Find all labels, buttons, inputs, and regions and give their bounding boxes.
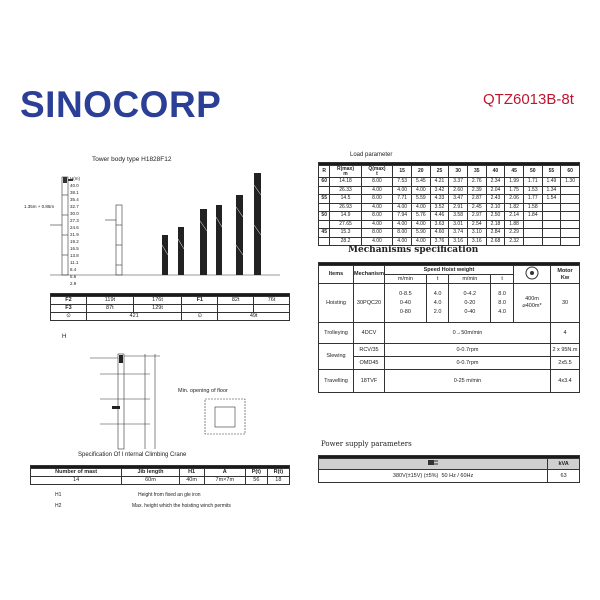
table-cell: 2.84 (486, 229, 505, 238)
tower-height-labels (70, 175, 80, 287)
table-header-row (319, 166, 580, 178)
company-logo: SINOCORP (20, 84, 222, 125)
table-cell (542, 220, 561, 229)
table-cell: 4.33 (430, 195, 449, 204)
table-cell (523, 229, 542, 238)
table-cell: 2.45 (467, 203, 486, 212)
table-row-slewing (319, 344, 580, 357)
height-label: 32.7 (70, 204, 79, 209)
table-cell: 1.82 (505, 203, 524, 212)
table-cell: 3.16 (467, 237, 486, 246)
table-header-cell: 55 (542, 166, 561, 178)
table-cell: RCV/35 (354, 344, 385, 357)
table-header-cell: P(t) (246, 469, 268, 477)
table-header-cell: 45 (505, 166, 524, 178)
table-cell (491, 284, 514, 323)
table-cell: 2.54 (467, 220, 486, 229)
table-cell: 27.65 (330, 220, 361, 229)
table-header-cell: t (491, 275, 514, 284)
table-cell: 421 (87, 313, 182, 321)
table-cell: 0→50m/min (385, 323, 551, 344)
table-header-cell: A (204, 469, 245, 477)
h-label: H (62, 334, 67, 340)
table-cell: 2.39 (467, 186, 486, 195)
table-header-cell: Jib length (122, 469, 179, 477)
table-cell (218, 305, 254, 313)
table-cell (182, 305, 218, 313)
table-cell: 4 (551, 323, 580, 344)
tower-diagrams (50, 165, 280, 280)
table-cell (385, 284, 427, 323)
table-cell (542, 237, 561, 246)
table-cell: 3.42 (430, 186, 449, 195)
table-cell: 2.18 (486, 220, 505, 229)
table-header-cell: R(max) m (330, 166, 361, 178)
table-cell: 8.00 (361, 229, 393, 238)
speed-value: 0-20 (464, 299, 476, 306)
table-cell: 87t (87, 305, 134, 313)
table-cell: 3.74 (449, 229, 468, 238)
table-cell: 4.46 (430, 212, 449, 221)
table-cell: F2 (51, 297, 87, 305)
table-header-row (319, 459, 580, 470)
table-cell: 7.94 (393, 212, 412, 221)
table-cell: 119t (87, 297, 134, 305)
table-cell (449, 284, 491, 323)
table-cell: 4.00 (411, 203, 430, 212)
table-header-cell: 50 (523, 166, 542, 178)
speed-value: 0-40 (464, 308, 476, 315)
table-cell: 1.49 (542, 178, 561, 187)
height-label: 2.9 (70, 281, 77, 286)
table-cell: 4.00 (361, 237, 393, 246)
table-header-cell: 35 (467, 166, 486, 178)
table-cell: 0-25 m/min (385, 370, 551, 393)
table-header-cell: Items (319, 266, 354, 284)
table-cell: F3 (51, 305, 87, 313)
table-row (51, 305, 290, 313)
table-cell: 4.00 (393, 186, 412, 195)
table-cell: 4.00 (393, 220, 412, 229)
table-cell: 15.3 (330, 229, 361, 238)
table-cell: 1.99 (505, 178, 524, 187)
table-cell (561, 237, 580, 246)
note-key-h1: H1 (55, 492, 62, 498)
table-cell: 1.53 (523, 186, 542, 195)
table-cell: Slewing (319, 344, 354, 370)
table-cell: 50 (319, 212, 330, 221)
table-header-cell: 40 (486, 166, 505, 178)
table-cell: 76t (254, 297, 290, 305)
table-header-cell: m/min (449, 275, 491, 284)
table-cell: 3.76 (430, 237, 449, 246)
table-cell: 55 (319, 195, 330, 204)
table-header-row (319, 266, 580, 275)
table-cell: 2.97 (467, 212, 486, 221)
table-cell: 5.76 (411, 212, 430, 221)
table-cell: 4.60 (430, 229, 449, 238)
table-cell: 14.5 (330, 195, 361, 204)
height-label: H(m) (70, 176, 80, 181)
table-row (319, 186, 580, 195)
table-cell: 7.53 (393, 178, 412, 187)
table-cell: 3.37 (449, 178, 468, 187)
climb-note: 1.35m + 0.85m (24, 204, 55, 209)
table-cell: 5.59 (411, 195, 430, 204)
tower-body-title: Tower body type H1828F12 (92, 156, 172, 163)
table-cell (319, 220, 330, 229)
table-cell: 2.91 (449, 203, 468, 212)
table-header-cell: 60 (561, 166, 580, 178)
table-cell: 0-0.7rpm (385, 344, 551, 357)
height-label: 21.9 (70, 232, 79, 237)
table-cell: 60m (122, 477, 179, 485)
plug-icon-cell (319, 459, 548, 470)
table-cell (319, 203, 330, 212)
floor-note: Min. opening of floor (178, 388, 228, 394)
weight-value: 8.0 (498, 299, 506, 306)
height-label: 35.4 (70, 197, 79, 202)
height-label: 16.5 (70, 246, 79, 251)
table-cell: 45 (319, 229, 330, 238)
table-cell (542, 212, 561, 221)
height-label: 27.3 (70, 218, 79, 223)
table-cell: 1.54 (542, 195, 561, 204)
load-table (318, 162, 580, 246)
table-cell: 14.18 (330, 178, 361, 187)
table-cell: 14.9 (330, 212, 361, 221)
mechanisms-title: Mechanisms specification (348, 245, 479, 255)
table-cell (523, 220, 542, 229)
height-label: 24.6 (70, 225, 79, 230)
table-cell: 49t (218, 313, 290, 321)
table-row-travelling (319, 370, 580, 393)
frequency-value: 50 Hz / 60Hz (441, 472, 474, 479)
drum-icon-cell (514, 266, 551, 284)
climbing-spec-table (30, 465, 290, 485)
table-cell: 30 (551, 284, 580, 323)
table-cell: 2.10 (486, 203, 505, 212)
table-cell: 26.93 (330, 203, 361, 212)
table-cell: 3.01 (449, 220, 468, 229)
load-title: Load parameter (350, 152, 393, 158)
table-cell (561, 186, 580, 195)
table-row (319, 229, 580, 238)
table-header-cell: Q(max) t (361, 166, 393, 178)
table-cell: 1.88 (505, 220, 524, 229)
table-row-trolleying (319, 323, 580, 344)
table-header-cell: Motor Kw (551, 266, 580, 284)
table-row (319, 195, 580, 204)
table-cell (561, 212, 580, 221)
height-label: 19.2 (70, 239, 79, 244)
height-label: 38.1 (70, 190, 79, 195)
table-header-cell: m/min (385, 275, 427, 284)
speed-value: 0-40 (399, 299, 411, 306)
table-cell: 14 (31, 477, 122, 485)
climbing-caption: Specification Of I nternal Climbing Crane (78, 452, 187, 458)
table-cell (542, 203, 561, 212)
table-cell: 63 (548, 470, 580, 483)
table-cell: 1.71 (523, 178, 542, 187)
note-key-h2: H2 (55, 503, 62, 509)
table-cell: 8.00 (361, 195, 393, 204)
model-number: QTZ6013B-8t (483, 91, 574, 108)
note-text-h1: Height from fixed an gle iron (138, 492, 201, 498)
table-cell: 2.87 (467, 195, 486, 204)
table-row (319, 470, 580, 483)
table-cell: Trolleying (319, 323, 354, 344)
height-label: 8.4 (70, 267, 77, 272)
force-table (50, 293, 290, 321)
table-row-hoisting (319, 284, 580, 323)
table-cell: 1.75 (505, 186, 524, 195)
table-cell: 1.58 (523, 203, 542, 212)
table-header-cell: t (426, 275, 449, 284)
table-header-cell: Mechanism (354, 266, 385, 284)
table-cell: 400m ⌀400m* (514, 284, 551, 323)
table-cell: 30PQC20 (354, 284, 385, 323)
voltage-value: 380V(±15V) (±5%) (392, 472, 439, 479)
table-cell (561, 203, 580, 212)
table-cell: 2.76 (467, 178, 486, 187)
table-cell: 40m (179, 477, 204, 485)
table-cell: 2 x 95N.m (551, 344, 580, 357)
table-header-cell: R(t) (267, 469, 289, 477)
table-cell: 2.32 (505, 237, 524, 246)
table-cell: 4.00 (411, 186, 430, 195)
height-label: 30.0 (70, 211, 79, 216)
table-cell: 56 (246, 477, 268, 485)
table-cell: 3.47 (449, 195, 468, 204)
table-cell: 7m×7m (204, 477, 245, 485)
weight-value: 2.0 (433, 308, 442, 315)
table-header-cell: 30 (449, 166, 468, 178)
table-cell: 3.10 (467, 229, 486, 238)
table-cell: OMD45 (354, 357, 385, 370)
height-label: 13.8 (70, 253, 79, 258)
table-header-row (31, 469, 290, 477)
climbing-crane-diagram (90, 344, 265, 454)
table-cell: 8.00 (361, 178, 393, 187)
table-cell: 1.84 (523, 212, 542, 221)
speed-value: 0-80 (399, 308, 411, 315)
table-cell: F1 (182, 297, 218, 305)
table-cell: 4.00 (361, 203, 393, 212)
table-cell (561, 229, 580, 238)
table-cell: 8.00 (361, 212, 393, 221)
table-cell: 5.90 (411, 229, 430, 238)
height-label: 11.1 (70, 260, 79, 265)
table-header-cell: Number of mast (31, 469, 122, 477)
drum-icon (525, 266, 539, 280)
mechanisms-table (318, 262, 580, 393)
table-cell: ⊙ (182, 313, 218, 321)
table-cell: 4.21 (430, 178, 449, 187)
table-header-cell: R (319, 166, 330, 178)
table-cell: 4x3.4 (551, 370, 580, 393)
weight-value: 4.0 (498, 308, 506, 315)
table-cell: 176t (133, 297, 182, 305)
table-header-cell: 25 (430, 166, 449, 178)
table-row (319, 203, 580, 212)
table-cell: 7.71 (393, 195, 412, 204)
table-cell: 2.29 (505, 229, 524, 238)
speed-value: 0-4.2 (463, 290, 477, 297)
table-cell: Hoisting (319, 284, 354, 323)
table-cell (319, 186, 330, 195)
table-row (51, 297, 290, 305)
table-cell: 26.33 (330, 186, 361, 195)
table-cell (254, 305, 290, 313)
table-header-cell: H1 (179, 469, 204, 477)
table-cell: 18TVF (354, 370, 385, 393)
table-cell: 3.52 (430, 203, 449, 212)
table-header-cell: kVA (548, 459, 580, 470)
table-cell: 2.60 (449, 186, 468, 195)
table-cell: 4.00 (411, 220, 430, 229)
table-cell: 82t (218, 297, 254, 305)
table-cell: ⊙ (51, 313, 87, 321)
table-cell (319, 470, 548, 483)
power-title: Power supply parameters (321, 440, 412, 448)
table-cell: 28.2 (330, 237, 361, 246)
table-cell (426, 284, 449, 323)
table-header-cell: 20 (411, 166, 430, 178)
table-cell: 3.63 (430, 220, 449, 229)
table-cell: 1.30 (561, 178, 580, 187)
table-cell: 0-0.7rpm (385, 357, 551, 370)
table-cell: 4.00 (411, 237, 430, 246)
table-cell: 4.00 (361, 186, 393, 195)
table-cell: 18 (267, 477, 289, 485)
table-row (319, 212, 580, 221)
table-row-slewing-2 (319, 357, 580, 370)
table-cell: 2x5.5 (551, 357, 580, 370)
table-cell: 2.43 (486, 195, 505, 204)
weight-value: 4.0 (433, 290, 442, 297)
table-cell (319, 237, 330, 246)
table-cell: 4DCV (354, 323, 385, 344)
table-cell: 2.04 (486, 186, 505, 195)
table-cell: Travelling (319, 370, 354, 393)
plug-icon (427, 459, 439, 466)
height-label: 40.0 (70, 183, 79, 188)
table-cell: 4.00 (393, 237, 412, 246)
power-table (318, 455, 580, 483)
table-cell: 2.14 (505, 212, 524, 221)
table-cell: 1.34 (542, 186, 561, 195)
table-row (319, 178, 580, 187)
table-row (51, 313, 290, 321)
weight-value: 8.0 (498, 290, 506, 297)
table-cell: 8.00 (393, 229, 412, 238)
table-row (31, 477, 290, 485)
weight-value: 4.0 (433, 299, 442, 306)
table-cell: 2.34 (486, 178, 505, 187)
table-cell: 3.16 (449, 237, 468, 246)
table-cell: 1.77 (523, 195, 542, 204)
table-row (319, 220, 580, 229)
table-cell: 2.68 (486, 237, 505, 246)
table-cell: 4.00 (361, 220, 393, 229)
table-cell: 5.45 (411, 178, 430, 187)
height-label: 5.6 (70, 274, 77, 279)
table-cell: 4.00 (393, 203, 412, 212)
table-cell: 2.06 (505, 195, 524, 204)
table-cell: 2.50 (486, 212, 505, 221)
speed-value: 0-8.5 (399, 290, 412, 297)
table-cell (523, 237, 542, 246)
table-header-cell: 15 (393, 166, 412, 178)
table-cell (542, 229, 561, 238)
table-cell (561, 220, 580, 229)
note-text-h2: Max. height which the hoisting winch permits (132, 503, 231, 509)
table-header-cell: Speed Hoist weight (385, 266, 514, 275)
table-cell: 3.58 (449, 212, 468, 221)
table-cell: 129t (133, 305, 182, 313)
table-cell: 60 (319, 178, 330, 187)
table-cell (561, 195, 580, 204)
